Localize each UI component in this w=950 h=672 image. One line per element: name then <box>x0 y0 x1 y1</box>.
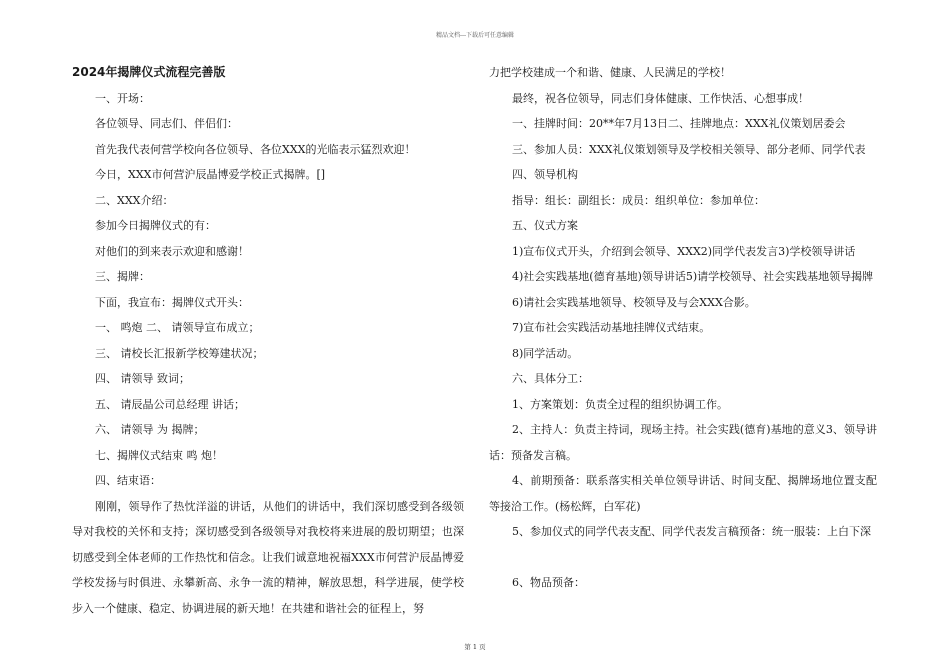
left-column <box>72 60 464 621</box>
paragraph: 四、 请领导 致词； <box>95 372 190 385</box>
paragraph: 三、揭牌： <box>95 270 150 283</box>
header-note: 精品文档---下载后可任意编辑 <box>435 32 515 39</box>
paragraph: 四、领导机构 <box>512 168 578 181</box>
paragraph: 6、物品预备： <box>512 576 585 589</box>
paragraph: 指导：组长：副组长：成员：组织单位：参加单位： <box>512 193 765 207</box>
closing-paragraph: 刚刚，领导作了热忱洋溢的讲话，从他们的讲话中，我们深切感受到各级领导对我校的关怀和支持；深切感受到各级领导对我校将来进展的殷切期望；也深切感受到全体老师的工作热忱和信念。让我们诚意地祝福XXX市何营沪辰晶博爱学校发扬与时俱进、永攀新高、永争一流的精神，解放思想，科学进展，使学校步入一个健康、稳定、协调进展的新天地！在共建和谐社会的征程上，努 <box>72 499 464 615</box>
paragraph: 五、 请辰晶公司总经理 讲话； <box>95 397 245 411</box>
paragraph: 1)宣布仪式开头，介绍到会领导、XXX2)同学代表发言3)学校领导讲话 <box>512 244 856 258</box>
paragraph: 六、具体分工： <box>512 372 589 385</box>
paragraph: 三、参加人员：XXX礼仪策划领导及学校相关领导、部分老师、同学代表 <box>512 142 866 156</box>
paragraph: 4)社会实践基地(德育基地)领导讲话5)请学校领导、社会实践基地领导揭牌 <box>512 270 874 283</box>
paragraph: 各位领导、同志们、伴侣们： <box>95 117 238 130</box>
paragraph: 4、前期预备：联系落实相关单位领导讲话、时间支配、揭牌场地位置支配等接洽工作。(杨松辉，白军花) <box>489 474 877 513</box>
paragraph: 三、 请校长汇报新学校筹建状况； <box>95 346 264 360</box>
paragraph: 最终，祝各位领导，同志们身体健康、工作快活、心想事成！ <box>512 91 809 105</box>
paragraph: 对他们的到来表示欢迎和感谢！ <box>95 244 249 258</box>
document-title: 2024年揭牌仪式流程完善版 <box>72 65 226 79</box>
paragraph: 一、 鸣炮 二、 请领导宣布成立； <box>95 321 260 334</box>
paragraph: 首先我代表何营学校向各位领导、各位XXX的光临表示猛烈欢迎！ <box>95 142 416 156</box>
page-number: 第 1 页 <box>464 643 486 651</box>
paragraph: 7)宣布社会实践活动基地挂牌仪式结束。 <box>512 321 711 334</box>
paragraph: 四、结束语： <box>95 474 161 487</box>
paragraph: 参加今日揭牌仪式的有： <box>95 219 216 232</box>
right-column <box>489 60 877 596</box>
paragraph: 6)请社会实践基地领导、校领导及与会XXX合影。 <box>512 295 756 309</box>
paragraph: 一、挂牌时间：20**年7月13日二、挂牌地点：XXX礼仪策划居委会 <box>512 117 846 130</box>
paragraph: 今日，XXX市何营沪辰晶博爱学校正式揭牌。[] <box>95 168 326 181</box>
paragraph: 五、仪式方案 <box>512 219 578 232</box>
paragraph: 8)同学活动。 <box>512 346 579 360</box>
paragraph: 六、 请领导 为 揭牌； <box>95 423 205 436</box>
paragraph: 1、方案策划：负责全过程的组织协调工作。 <box>512 397 728 411</box>
paragraph: 2、主持人：负责主持词，现场主持。社会实践(德育)基地的意义3、领导讲话：预备发言稿。 <box>489 423 877 462</box>
paragraph-continuation: 力把学校建成一个和谐、健康、人民满足的学校！ <box>489 66 731 79</box>
paragraph: 七、揭牌仪式结束 鸣 炮！ <box>95 448 223 462</box>
paragraph: 一、开场： <box>95 91 150 105</box>
paragraph: 下面，我宣布：揭牌仪式开头： <box>95 295 249 309</box>
blank-line <box>489 545 877 571</box>
paragraph: 5、参加仪式的同学代表支配、同学代表发言稿预备：统一服装：上白下深 <box>512 525 871 538</box>
paragraph: 二、XXX介绍： <box>95 193 174 207</box>
